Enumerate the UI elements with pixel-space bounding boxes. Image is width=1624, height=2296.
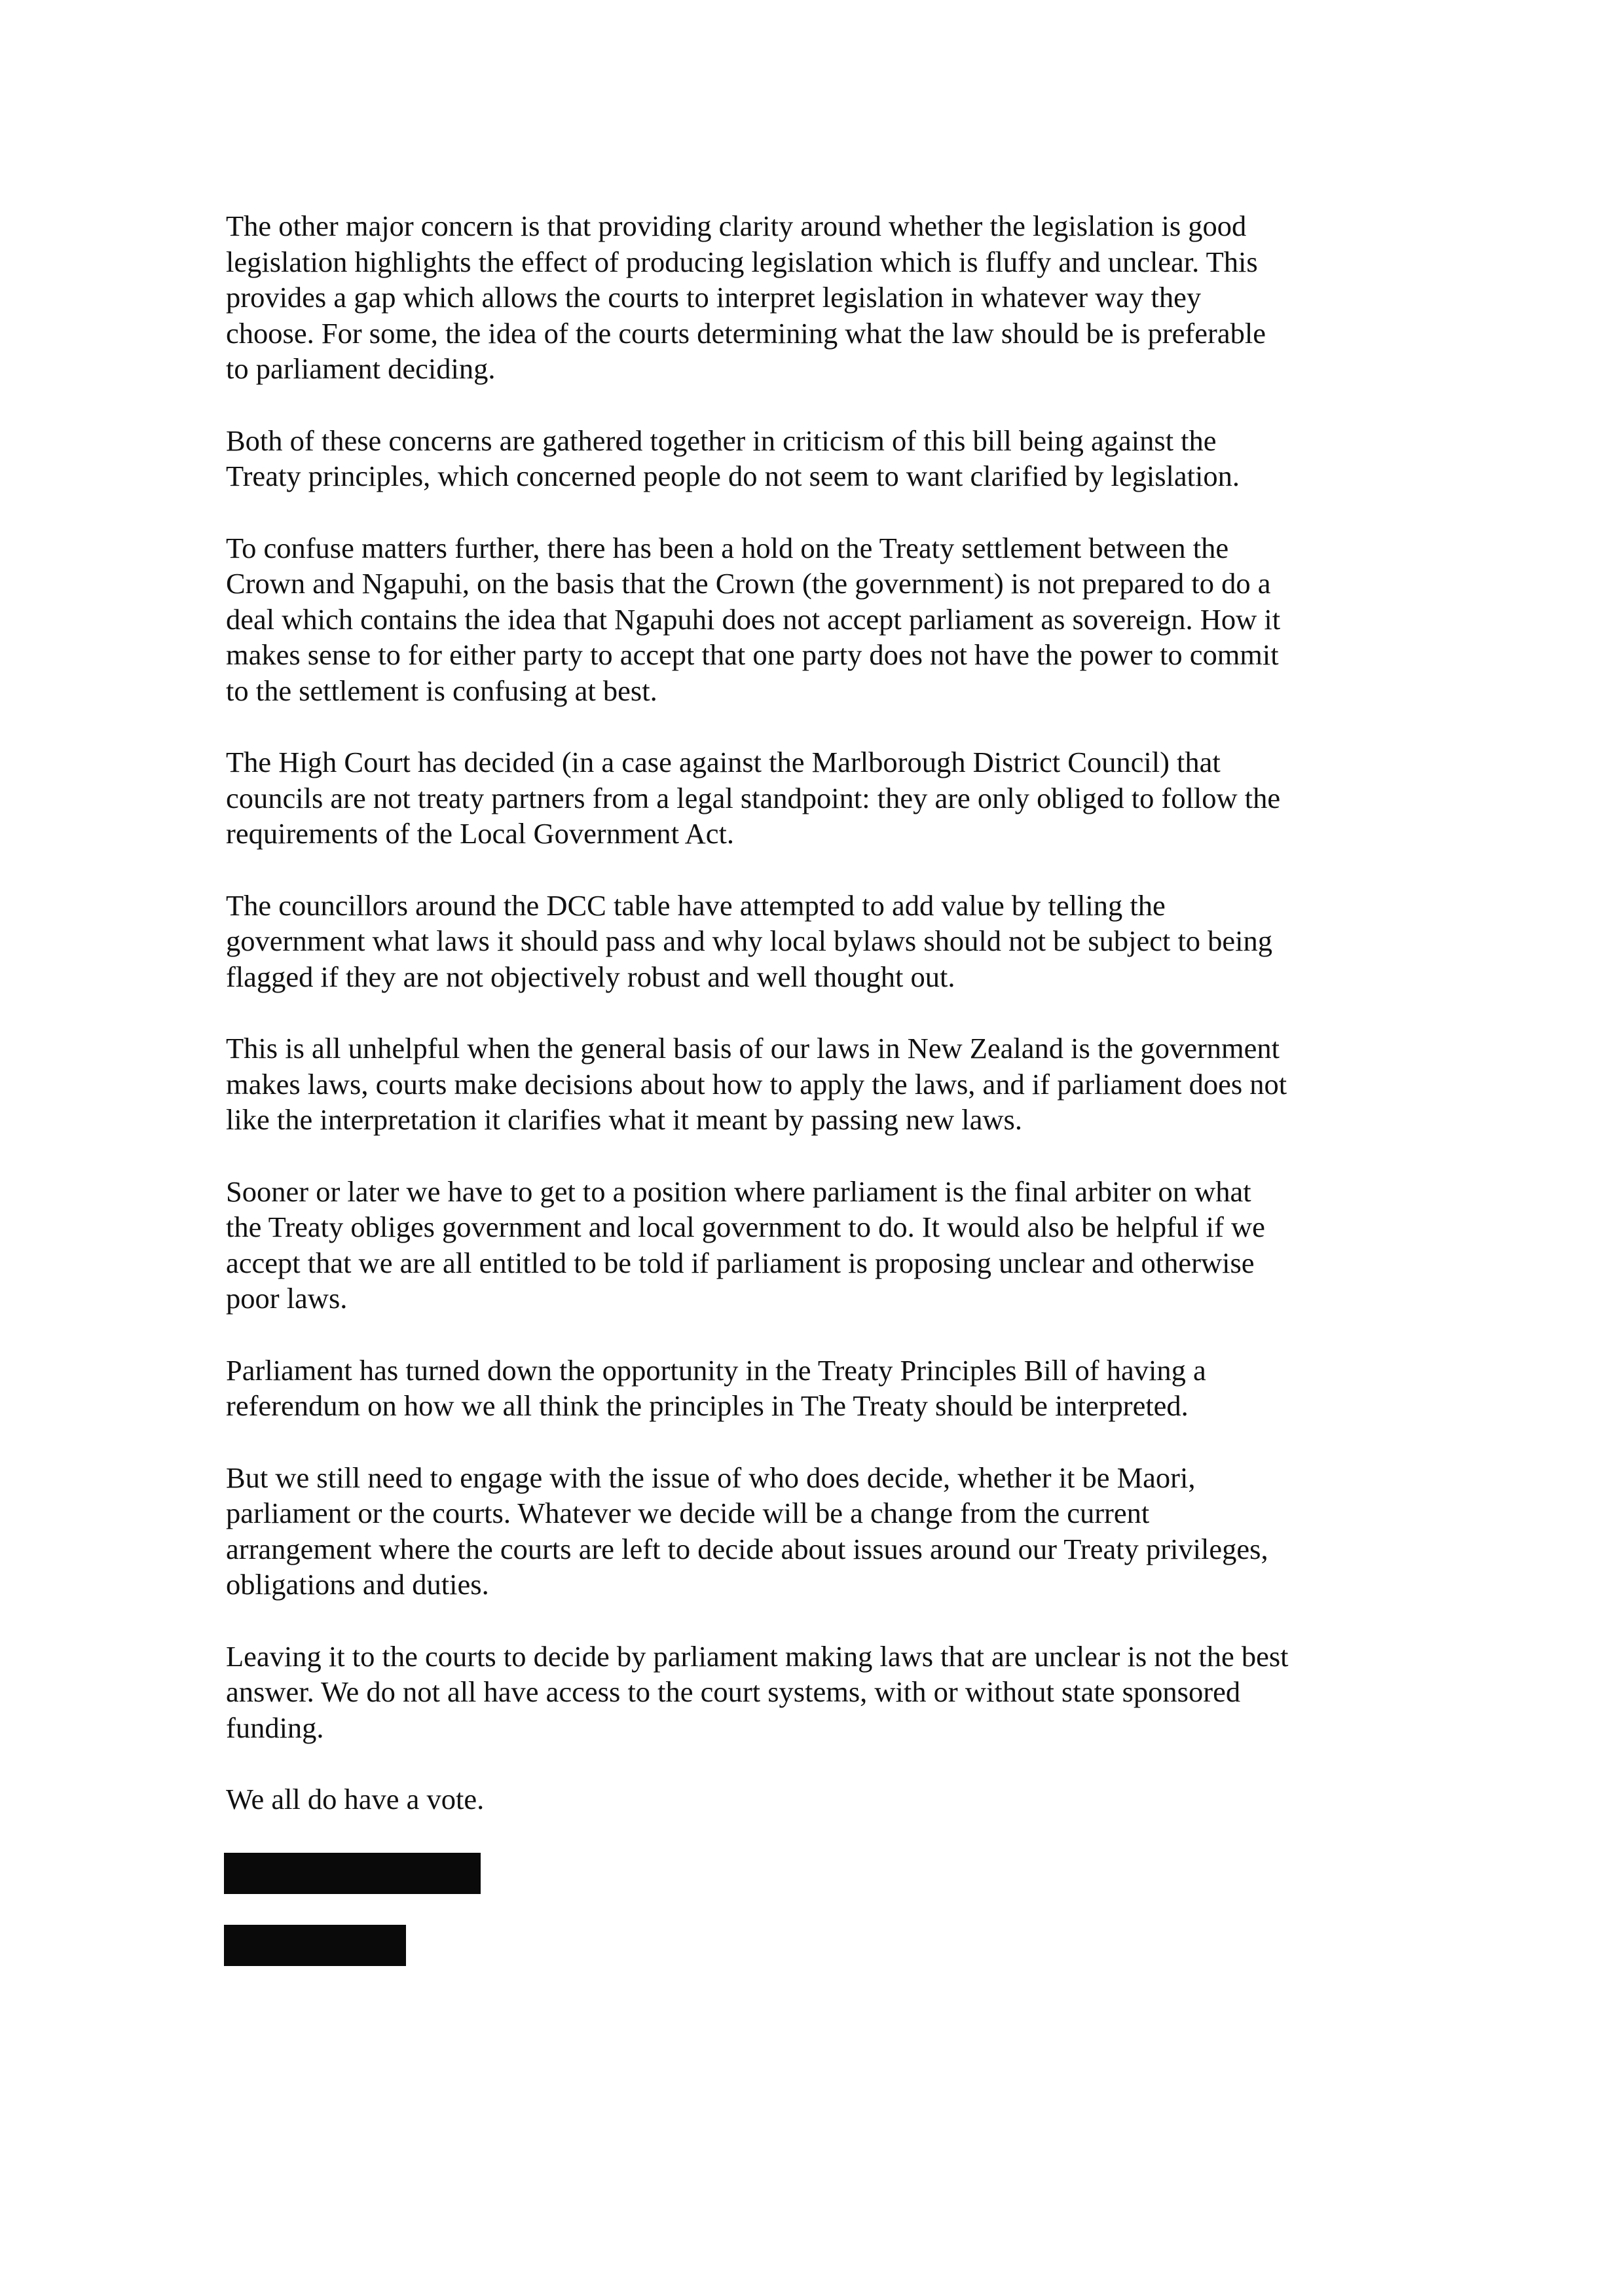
- paragraph-final-arbiter: Sooner or later we have to get to a position where parliament is the final arbiter on what the Treaty obliges government and local government to do. It would also be helpful if we accept that we are all entitled to be told if parliament is proposing unclear and otherwise poor laws.: [226, 1175, 1265, 1315]
- paragraph-dcc-councillors: The councillors around the DCC table have attempted to add value by telling the government what laws it should pass and why local bylaws should not be subject to being flagged if they are not objectively robust and well thought out.: [226, 888, 1273, 993]
- paragraph-high-court: The High Court has decided (in a case against the Marlborough District Council) that councils are not treaty partners from a legal standpoint: they are only obliged to follow the requirements of the Local Government Act.: [226, 746, 1281, 850]
- paragraph-combined-concerns: Both of these concerns are gathered together in criticism of this bill being against the Treaty principles, which concerned people do not seem to want clarified by legislation.: [226, 424, 1240, 492]
- letter-body: [226, 208, 1388, 1817]
- redacted-signature-name: [224, 1853, 481, 1894]
- redacted-signature-detail: [224, 1925, 406, 1966]
- paragraph-who-decides: But we still need to engage with the issue of who does decide, whether it be Maori, parliament or the courts. Whatever we decide will be a change from the current arrangement where the courts are left to decide about issues around our Treaty privileges, obligations and duties.: [226, 1461, 1268, 1601]
- paragraph-ngapuhi-settlement: To confuse matters further, there has been a hold on the Treaty settlement between the Crown and Ngapuhi, on the basis that the Crown (the government) is not prepared to do a deal which contains the idea that Ngapuhi does not accept parliament as sovereign. How it makes sense to for either party to accept that one party does not have the power to commit to the settlement is confusing at best.: [226, 531, 1281, 707]
- paragraph-basis-of-laws: This is all unhelpful when the general basis of our laws in New Zealand is the government makes laws, courts make decisions about how to apply the laws, and if parliament does not like the interpretation it clarifies what it meant by passing new laws.: [226, 1032, 1287, 1136]
- paragraph-clarity-concern: The other major concern is that providing clarity around whether the legislation is good legislation highlights the effect of producing legislation which is fluffy and unclear. This provides a gap which allows the courts to interpret legislation in whatever way they choose. For some, the idea of the courts determining what the law should be is preferable to parliament deciding.: [226, 210, 1266, 385]
- paragraph-referendum: Parliament has turned down the opportunity in the Treaty Principles Bill of having a referendum on how we all think the principles in The Treaty should be interpreted.: [226, 1353, 1206, 1422]
- paragraph-closing: We all do have a vote.: [226, 1783, 485, 1815]
- paragraph-courts-answer: Leaving it to the courts to decide by parliament making laws that are unclear is not the best answer. We do not all have access to the court systems, with or without state sponsored funding.: [226, 1639, 1289, 1744]
